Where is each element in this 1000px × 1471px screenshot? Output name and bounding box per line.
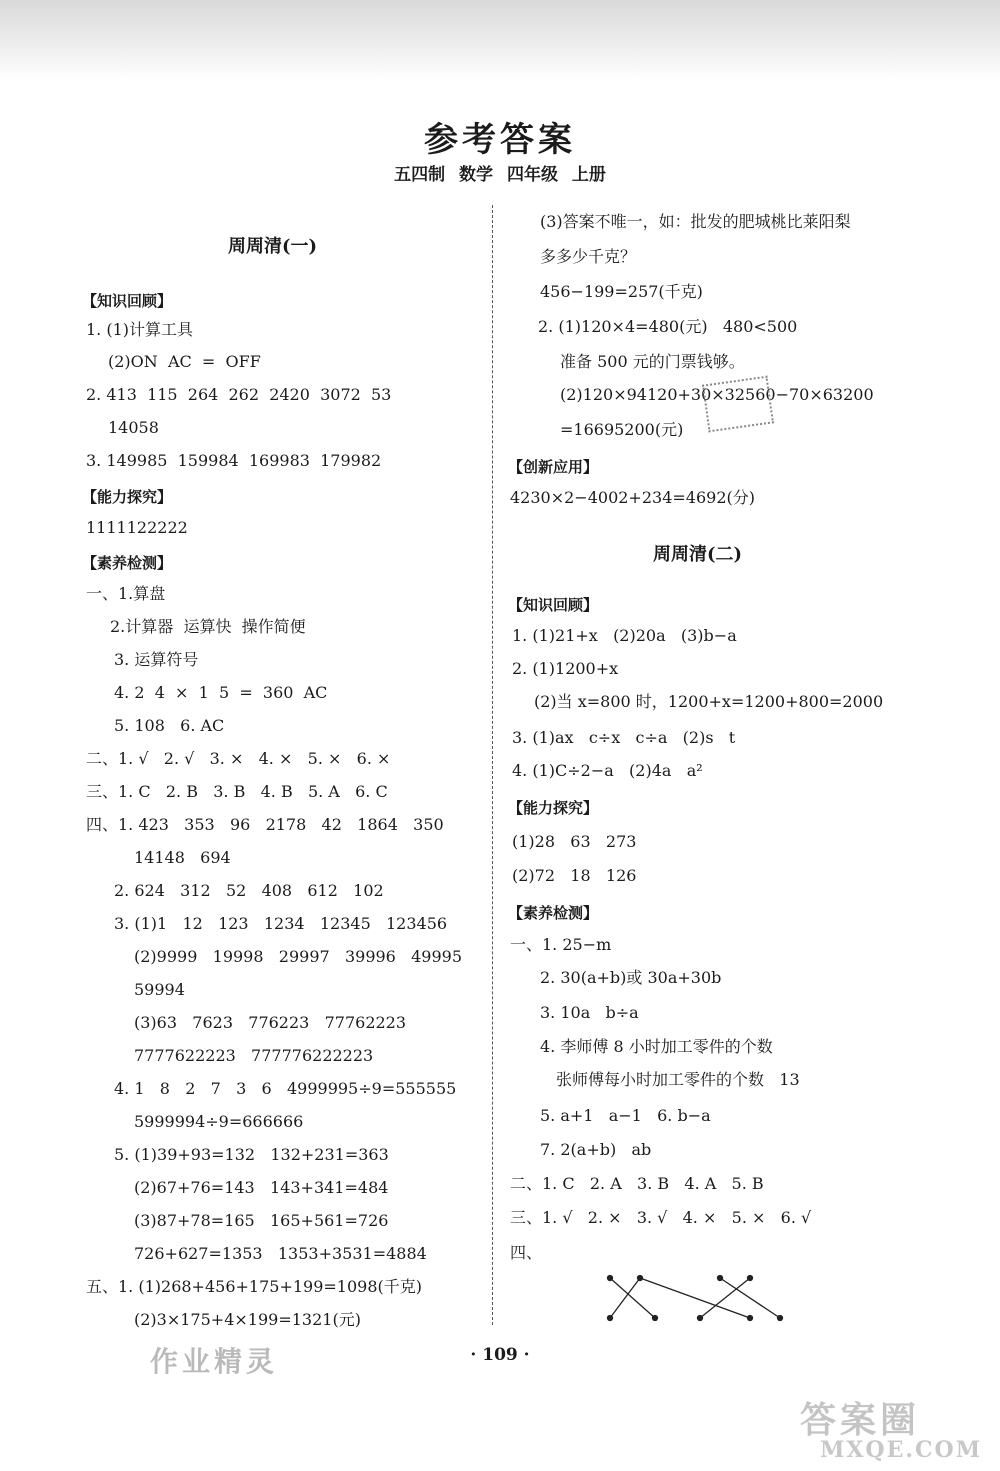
heading-literacy: 【素养检测】 — [82, 554, 173, 572]
answer-line: 2. (1)1200+x — [512, 659, 619, 678]
answer-line: 2.计算器 运算快 操作简便 — [110, 617, 306, 636]
answer-line: 张师傅每小时加工零件的个数 13 — [556, 1070, 800, 1089]
scan-top-shadow — [0, 0, 1000, 80]
page-title: 参考答案 — [424, 120, 576, 160]
answer-line: (2)ON AC = OFF — [108, 352, 261, 371]
answer-line: 四、1. 423 353 96 2178 42 1864 350 — [86, 815, 444, 834]
match-line — [640, 1278, 750, 1318]
section-title-week2: 周周清(二) — [653, 544, 743, 565]
heading-ability: 【能力探究】 — [82, 488, 173, 506]
answer-line: 14148 694 — [134, 848, 231, 867]
answer-line: (3)答案不唯一，如：批发的肥城桃比莱阳梨 — [540, 212, 851, 231]
answer-line: (1)28 63 273 — [512, 832, 637, 851]
answer-line: 二、1. C 2. A 3. B 4. A 5. B — [510, 1174, 764, 1193]
watermark-url: MXQE.COM — [820, 1437, 983, 1463]
answer-line: 1. (1)21+x (2)20a (3)b−a — [512, 626, 737, 645]
answer-line: 2. 30(a+b)或 30a+30b — [540, 968, 722, 987]
answer-line: 726+627=1353 1353+3531=4884 — [134, 1244, 427, 1263]
answer-line: 4. 李师傅 8 小时加工零件的个数 — [540, 1037, 773, 1056]
answer-line: 准备 500 元的门票钱够。 — [560, 352, 745, 371]
answer-line: 5. 108 6. AC — [114, 716, 225, 735]
answer-line: 一、1. 25−m — [510, 935, 612, 954]
answer-line: 4. 2 4 × 1 5 = 360 AC — [114, 683, 328, 702]
heading-innovation: 【创新应用】 — [508, 458, 599, 476]
scan-stamp — [702, 376, 774, 433]
answer-line: 1111122222 — [86, 518, 188, 537]
heading-literacy: 【素养检测】 — [508, 904, 599, 922]
answer-line: 三、1. C 2. B 3. B 4. B 5. A 6. C — [86, 782, 388, 801]
match-dot — [778, 1316, 783, 1321]
heading-knowledge-review: 【知识回顾】 — [508, 596, 599, 614]
match-dot — [608, 1316, 613, 1321]
answer-line: 59994 — [134, 980, 185, 999]
heading-knowledge-review: 【知识回顾】 — [82, 292, 173, 310]
match-line — [700, 1278, 750, 1318]
answer-line: (2)当 x=800 时，1200+x=1200+800=2000 — [534, 692, 884, 711]
column-divider — [492, 205, 493, 1325]
answer-line: 5. a+1 a−1 6. b−a — [540, 1106, 711, 1125]
answer-line: 三、1. √ 2. × 3. √ 4. × 5. × 6. √ — [510, 1208, 812, 1227]
answer-line: (2)67+76=143 143+341=484 — [134, 1178, 389, 1197]
match-dot — [698, 1316, 703, 1321]
answer-line: 5999994÷9=666666 — [134, 1112, 304, 1131]
match-line — [720, 1278, 780, 1318]
answer-line: (2)9999 19998 29997 39996 49995 — [134, 947, 463, 966]
answer-line: =16695200(元) — [560, 420, 684, 439]
answer-line: 五、1. (1)268+456+175+199=1098(千克) — [86, 1277, 423, 1296]
answer-line: 3. 运算符号 — [114, 650, 199, 669]
answer-line: 7777622223 777776222223 — [134, 1046, 374, 1065]
answer-line: 四、 — [510, 1243, 543, 1262]
answer-line: 3. (1)ax c÷x c÷a (2)s t — [512, 728, 736, 747]
watermark-brand: 答案圈 — [800, 1399, 921, 1441]
answer-line: 3. (1)1 12 123 1234 12345 123456 — [114, 914, 448, 933]
answer-line: 3. 10a b÷a — [540, 1003, 639, 1022]
answer-line: 5. (1)39+93=132 132+231=363 — [114, 1145, 389, 1164]
answer-line: 2. (1)120×4=480(元) 480<500 — [538, 317, 798, 336]
answer-line: 多多少千克？ — [540, 247, 637, 266]
answer-line: 1. (1)计算工具 — [86, 320, 194, 339]
answer-line: 456−199=257(千克) — [540, 282, 703, 301]
answer-line: (2)3×175+4×199=1321(元) — [134, 1310, 361, 1329]
match-line — [610, 1278, 640, 1318]
answer-line: 4. 1 8 2 7 3 6 4999995÷9=555555 — [114, 1079, 457, 1098]
answer-line: 4. (1)C÷2−a (2)4a a² — [512, 761, 703, 780]
page-number: · 109 · — [470, 1345, 530, 1365]
section-title-week1: 周周清(一) — [228, 236, 318, 257]
watermark-left: 作业精灵 — [150, 1345, 279, 1378]
matching-lines-diagram — [600, 1270, 800, 1330]
answer-line: 14058 — [108, 418, 159, 437]
answer-line: (2)120×94120+30×32560−70×63200 — [560, 385, 874, 404]
match-dot — [748, 1276, 753, 1281]
answer-line: 7. 2(a+b) ab — [540, 1140, 652, 1159]
answer-line: 4230×2−4002+234=4692(分) — [510, 488, 755, 507]
match-line — [610, 1278, 655, 1318]
answer-line: (3)63 7623 776223 77762223 — [134, 1013, 407, 1032]
match-dot — [638, 1276, 643, 1281]
answer-line: (2)72 18 126 — [512, 866, 637, 885]
answer-line: 3. 149985 159984 169983 179982 — [86, 451, 382, 470]
answer-line: 二、1. √ 2. √ 3. × 4. × 5. × 6. × — [86, 749, 391, 768]
answer-line: 2. 413 115 264 262 2420 3072 53 — [86, 385, 392, 404]
page-subtitle: 五四制 数学 四年级 上册 — [394, 165, 606, 185]
match-dot — [748, 1316, 753, 1321]
answer-line: 一、1.算盘 — [86, 584, 166, 603]
match-dot — [653, 1316, 658, 1321]
match-dot — [608, 1276, 613, 1281]
answer-line: (3)87+78=165 165+561=726 — [134, 1211, 389, 1230]
heading-ability: 【能力探究】 — [508, 799, 599, 817]
match-dot — [718, 1276, 723, 1281]
answer-line: 2. 624 312 52 408 612 102 — [114, 881, 384, 900]
